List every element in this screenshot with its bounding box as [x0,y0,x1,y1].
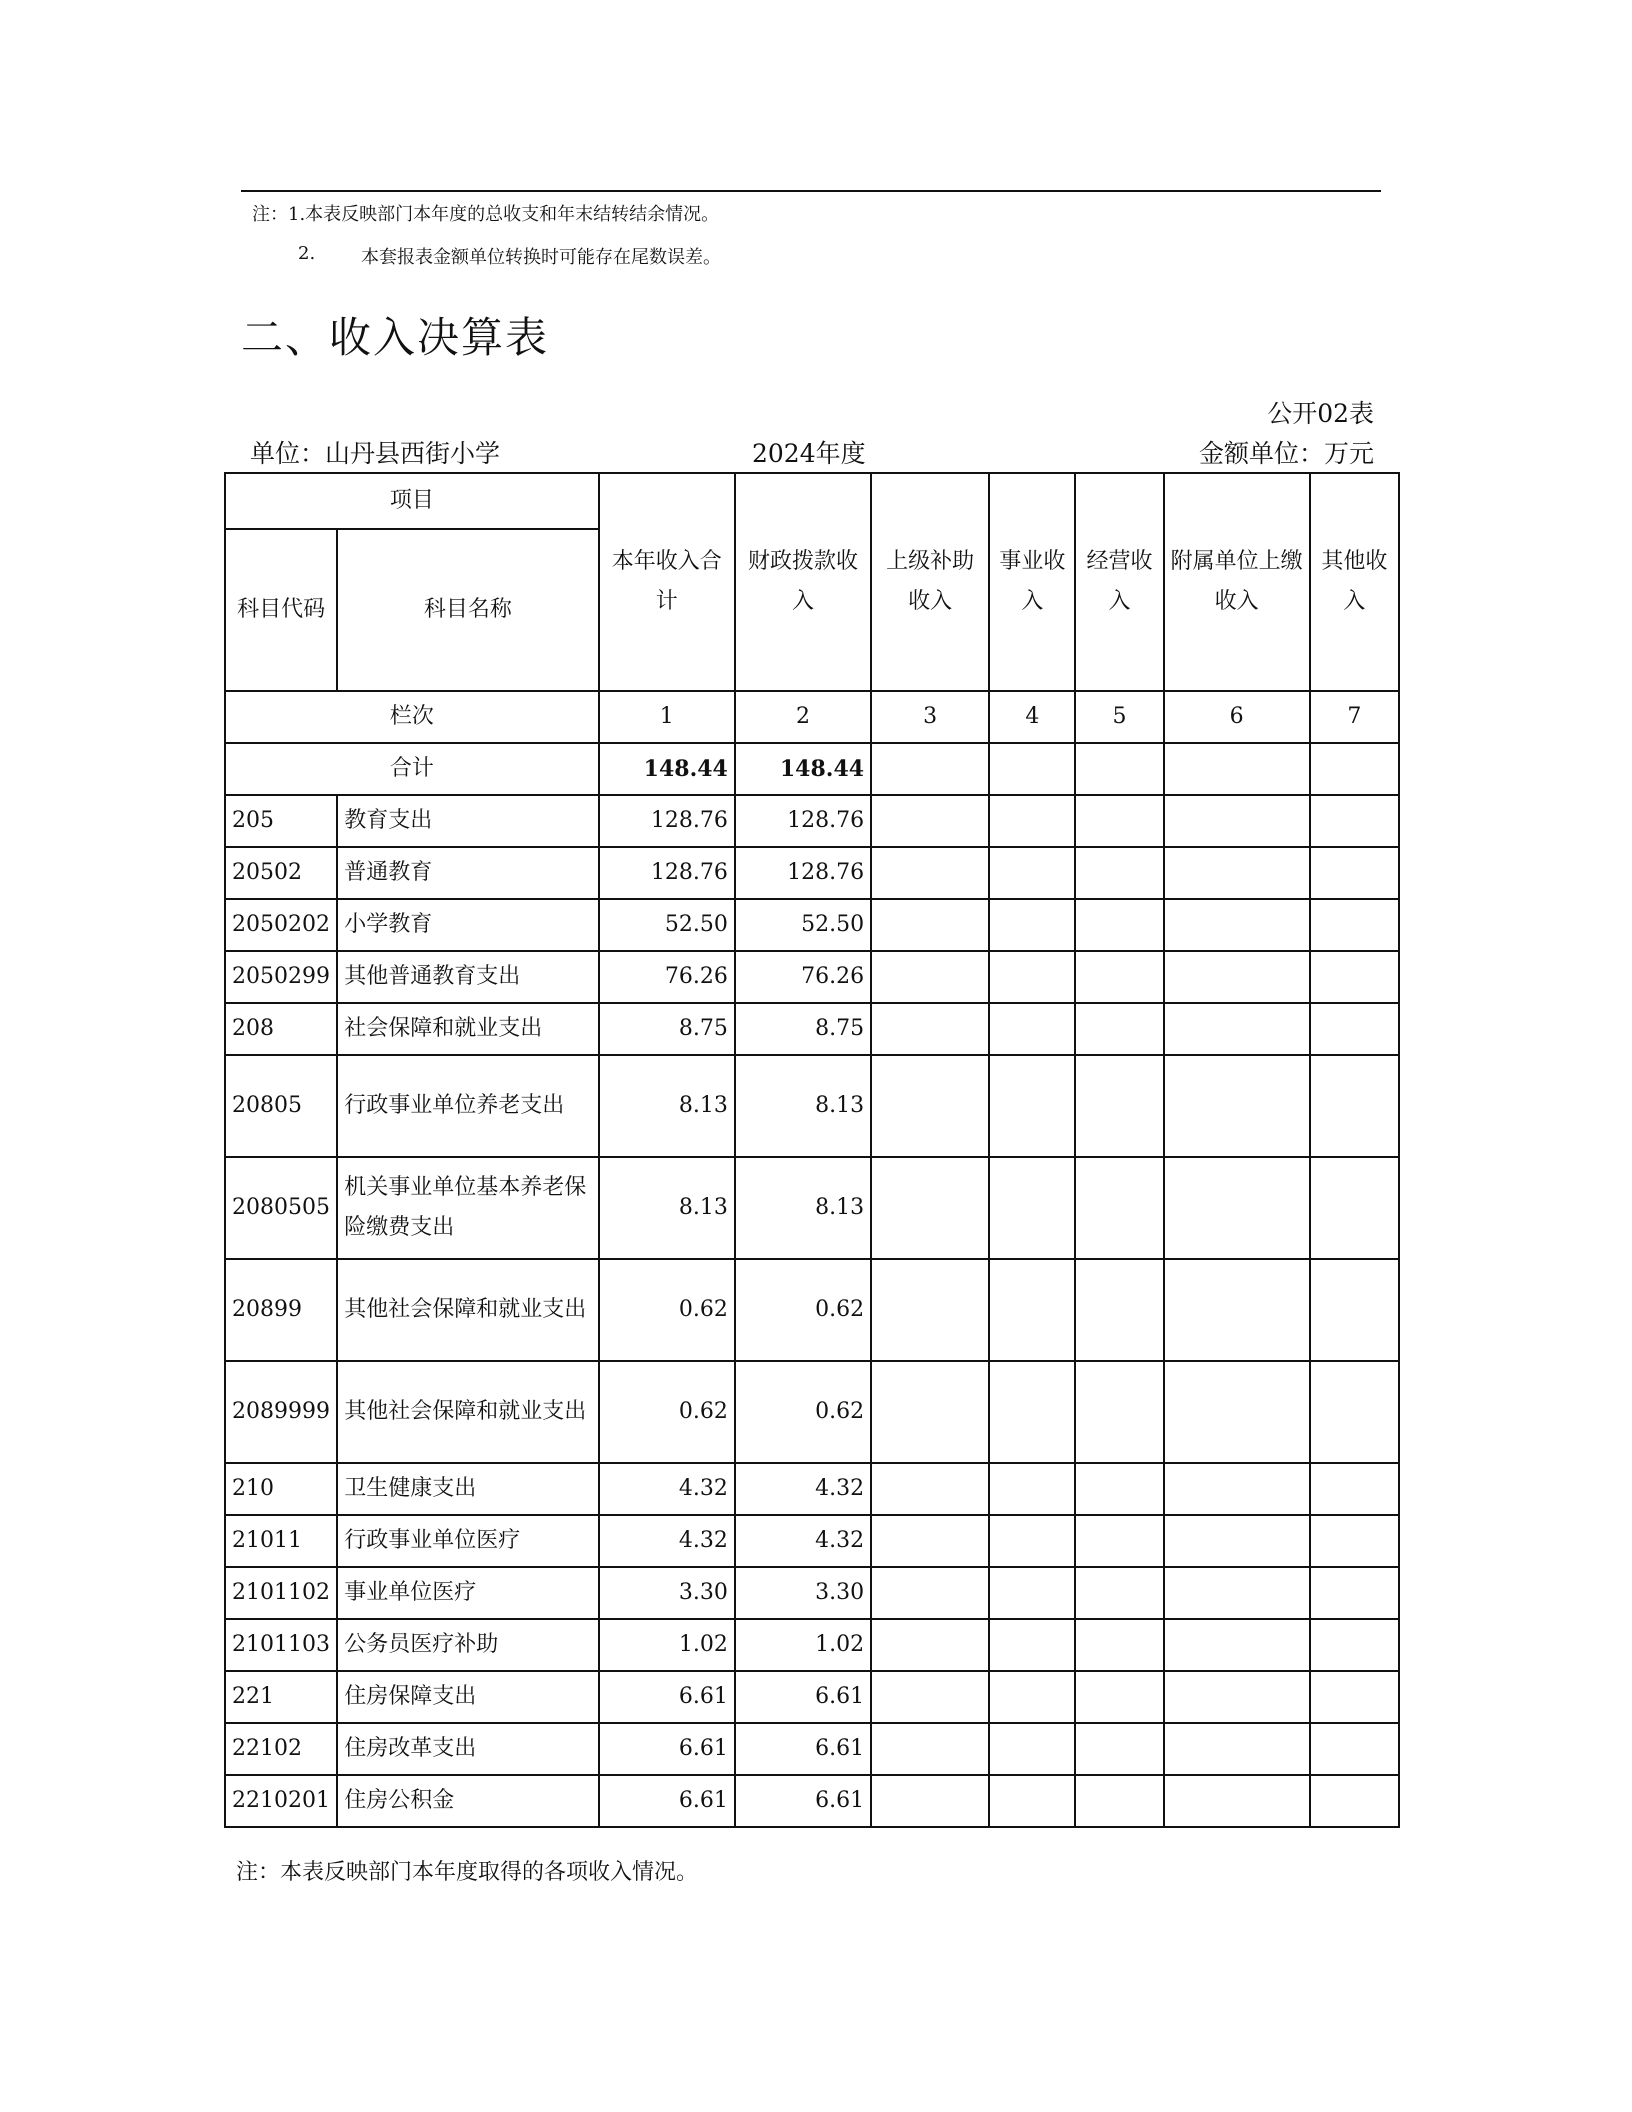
header-superior-subsidy: 上级补助收入 [871,473,989,691]
row-fiscal: 4.32 [735,1515,871,1567]
row-code: 221 [225,1671,337,1723]
table-row [225,1775,1399,1827]
total-fiscal-value: 148.44 [735,743,871,795]
row-code: 2050299 [225,951,337,1003]
row-fiscal: 128.76 [735,847,871,899]
row-code: 2050202 [225,899,337,951]
column-index-5: 5 [1075,691,1163,743]
row-total-income: 52.50 [599,899,735,951]
note-top-line2: 本套报表金额单位转换时可能存在尾数误差。 [361,247,721,268]
row-name: 教育支出 [337,795,598,847]
column-index-4: 4 [989,691,1075,743]
table-row [225,795,1399,847]
table-row [225,1619,1399,1671]
section-title: 二、收入决算表 [241,313,550,362]
row-total-income: 0.62 [599,1259,735,1361]
row-fiscal: 52.50 [735,899,871,951]
row-code: 2101102 [225,1567,337,1619]
row-code: 20899 [225,1259,337,1361]
row-name: 事业单位医疗 [337,1567,598,1619]
row-name: 其他社会保障和就业支出 [337,1259,598,1361]
row-code: 210 [225,1463,337,1515]
row-name: 卫生健康支出 [337,1463,598,1515]
row-code: 20502 [225,847,337,899]
row-fiscal: 76.26 [735,951,871,1003]
row-total-income: 128.76 [599,847,735,899]
column-index-3: 3 [871,691,989,743]
form-number: 公开02表 [1267,399,1374,428]
row-name: 其他社会保障和就业支出 [337,1361,598,1463]
row-fiscal: 4.32 [735,1463,871,1515]
note-top-line2-number: 2. [298,243,316,264]
table-row [225,1723,1399,1775]
row-name: 住房公积金 [337,1775,598,1827]
row-fiscal: 1.02 [735,1619,871,1671]
row-total-income: 8.13 [599,1157,735,1259]
header-total-income: 本年收入合计 [599,473,735,691]
total-row [225,743,1399,795]
row-code: 20805 [225,1055,337,1157]
total-label: 合计 [225,743,599,795]
total-income-value: 148.44 [599,743,735,795]
row-code: 22102 [225,1723,337,1775]
note-top-line1: 注：1.本表反映部门本年度的总收支和年末结转结余情况。 [252,204,720,225]
header-operating-income: 经营收入 [1075,473,1163,691]
row-code: 21011 [225,1515,337,1567]
row-name: 机关事业单位基本养老保险缴费支出 [337,1157,598,1259]
row-name: 其他普通教育支出 [337,951,598,1003]
row-name: 公务员医疗补助 [337,1619,598,1671]
column-index-row [225,691,1399,743]
row-fiscal: 8.13 [735,1055,871,1157]
row-total-income: 3.30 [599,1567,735,1619]
header-fiscal-income: 财政拨款收入 [735,473,871,691]
table-row [225,1055,1399,1157]
row-fiscal: 8.75 [735,1003,871,1055]
table-row [225,1003,1399,1055]
row-name: 住房改革支出 [337,1723,598,1775]
row-code: 205 [225,795,337,847]
row-total-income: 128.76 [599,795,735,847]
header-name: 科目名称 [337,529,598,691]
row-fiscal: 6.61 [735,1723,871,1775]
amount-unit-label: 金额单位：万元 [1198,439,1374,468]
column-index-label: 栏次 [225,691,599,743]
year-label: 2024年度 [752,439,866,468]
column-index-1: 1 [599,691,735,743]
header-other-income: 其他收入 [1310,473,1399,691]
table-row [225,1157,1399,1259]
income-table [224,472,1400,1828]
row-code: 2210201 [225,1775,337,1827]
row-fiscal: 8.13 [735,1157,871,1259]
table-row [225,1515,1399,1567]
row-fiscal: 128.76 [735,795,871,847]
header-code: 科目代码 [225,529,337,691]
row-name: 住房保障支出 [337,1671,598,1723]
row-fiscal: 6.61 [735,1671,871,1723]
row-total-income: 6.61 [599,1775,735,1827]
column-index-2: 2 [735,691,871,743]
header-project: 项目 [225,473,599,529]
row-total-income: 6.61 [599,1723,735,1775]
row-total-income: 8.75 [599,1003,735,1055]
row-total-income: 76.26 [599,951,735,1003]
table-row [225,951,1399,1003]
table-row [225,1567,1399,1619]
row-code: 2089999 [225,1361,337,1463]
row-code: 2080505 [225,1157,337,1259]
row-total-income: 4.32 [599,1515,735,1567]
header-row-1 [225,473,1399,529]
table-row [225,1671,1399,1723]
top-divider [241,190,1381,192]
row-total-income: 0.62 [599,1361,735,1463]
row-total-income: 4.32 [599,1463,735,1515]
row-fiscal: 0.62 [735,1259,871,1361]
row-name: 小学教育 [337,899,598,951]
row-fiscal: 6.61 [735,1775,871,1827]
table-row [225,1361,1399,1463]
header-business-income: 事业收入 [989,473,1075,691]
table-row [225,899,1399,951]
column-index-6: 6 [1164,691,1310,743]
table-row [225,847,1399,899]
header-affiliated-income: 附属单位上缴收入 [1164,473,1310,691]
row-name: 普通教育 [337,847,598,899]
unit-label: 单位：山丹县西街小学 [250,439,501,468]
note-bottom: 注：本表反映部门本年度取得的各项收入情况。 [236,1860,699,1885]
row-name: 行政事业单位医疗 [337,1515,598,1567]
row-total-income: 6.61 [599,1671,735,1723]
row-total-income: 1.02 [599,1619,735,1671]
row-fiscal: 3.30 [735,1567,871,1619]
row-name: 行政事业单位养老支出 [337,1055,598,1157]
row-total-income: 8.13 [599,1055,735,1157]
column-index-7: 7 [1310,691,1399,743]
row-code: 2101103 [225,1619,337,1671]
row-fiscal: 0.62 [735,1361,871,1463]
table-row [225,1259,1399,1361]
row-name: 社会保障和就业支出 [337,1003,598,1055]
table-row [225,1463,1399,1515]
row-code: 208 [225,1003,337,1055]
